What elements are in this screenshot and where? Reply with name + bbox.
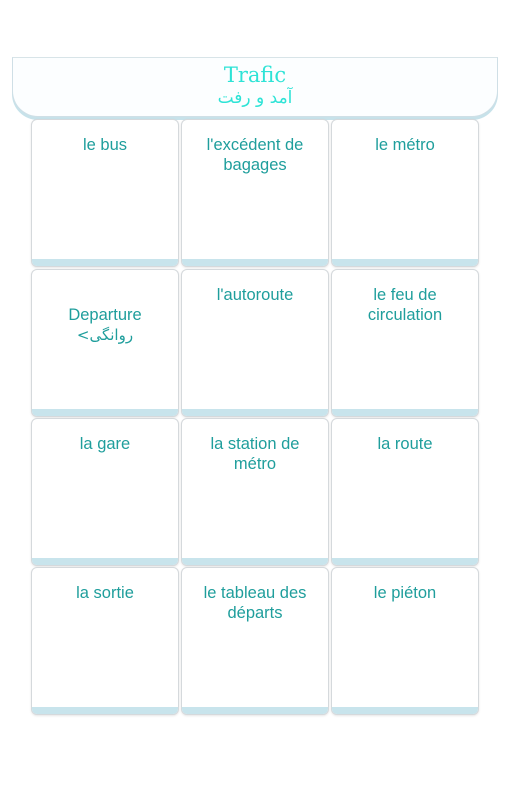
category-header: [12, 57, 498, 117]
vocab-card-label: l'excédent de bagages: [206, 136, 304, 174]
vocab-card-label: la gare: [79, 435, 131, 453]
vocab-card-bus[interactable]: [31, 119, 179, 267]
vocab-card-road[interactable]: [331, 418, 479, 566]
vocab-card-label: la route: [377, 435, 433, 453]
vocab-card-label: le piéton: [373, 584, 437, 602]
vocab-card-translation: <روانگی: [76, 326, 134, 344]
vocab-card-metro-station[interactable]: [181, 418, 329, 566]
vocab-card-label: Departure: [68, 306, 142, 324]
vocab-card-label: la sortie: [76, 584, 134, 602]
vocab-card-exit[interactable]: [31, 567, 179, 715]
vocab-card-highway[interactable]: [181, 269, 329, 417]
vocab-card-pedestrian[interactable]: [331, 567, 479, 715]
vocab-card-metro[interactable]: [331, 119, 479, 267]
vocab-card-label: le métro: [375, 136, 435, 154]
category-title: Trafic: [223, 63, 287, 87]
vocab-card-label: le feu de circulation: [367, 286, 443, 324]
vocab-card-label: le bus: [82, 136, 128, 154]
vocab-card-departure[interactable]: [31, 269, 179, 417]
vocab-card-excess-baggage[interactable]: [181, 119, 329, 267]
vocab-card-label: le tableau des départs: [203, 584, 307, 622]
vocab-card-label: l'autoroute: [216, 286, 294, 304]
vocab-card-traffic-light[interactable]: [331, 269, 479, 417]
vocab-card-label: la station de métro: [210, 435, 300, 473]
category-subtitle: آمد و رفت: [217, 88, 293, 108]
vocab-card-departures-board[interactable]: [181, 567, 329, 715]
vocab-card-station[interactable]: [31, 418, 179, 566]
